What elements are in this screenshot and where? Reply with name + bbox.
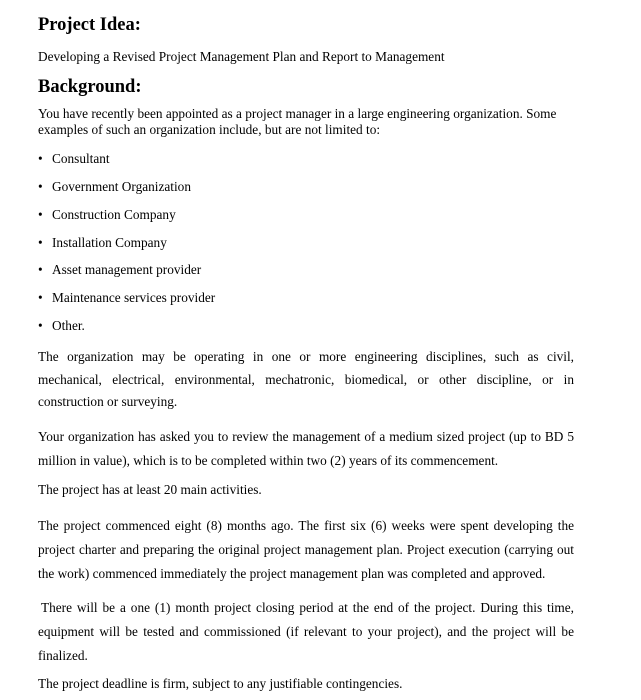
background-intro-line-2: examples of such an organization include, but are not limited to: (38, 122, 381, 137)
list-item-maintenance-services-provider (38, 290, 215, 306)
list-item-label: Other. (52, 318, 85, 333)
list-item-label: Government Organization (52, 179, 191, 194)
background-intro-line-1: You have recently been appointed as a project manager in a large engineering organization. Some (38, 106, 557, 121)
list-item-construction-company (38, 207, 176, 223)
bullet-icon: • (38, 179, 43, 194)
project-idea-heading: Project Idea: (38, 15, 141, 35)
review-paragraph: Your organization has asked you to review the management of a medium sized project (up to BD 5 million in value), which is to be completed within two (2) years of its commencement. (38, 429, 574, 468)
list-item-label: Construction Company (52, 207, 176, 222)
list-item-label: Installation Company (52, 235, 167, 250)
list-item-label: Asset management provider (52, 262, 202, 277)
disciplines-paragraph: The organization may be operating in one or more engineering disciplines, such as civil, mechanical, electrical, environmental, mechatronic, biomedical, or other discipline, or in construction or surveying. (38, 349, 574, 409)
commenced-paragraph: The project commenced eight (8) months ago. The first six (6) weeks were spent developing the project charter and preparing the original project management plan. Project execution (carrying out the work) commenced immediately the project management plan was completed and approved. (38, 518, 574, 581)
list-item-installation-company (38, 235, 167, 251)
list-item-government-organization (38, 179, 191, 195)
project-idea-text: Developing a Revised Project Management Plan and Report to Management (38, 49, 445, 64)
bullet-icon: • (38, 151, 43, 166)
list-item-label: Consultant (52, 151, 110, 166)
bullet-icon: • (38, 262, 43, 277)
closing-paragraph: There will be a one (1) month project closing period at the end of the project. During this time, equipment will be tested and commissioned (if relevant to your project), and the project will be finalized. (38, 600, 574, 663)
list-item-consultant (38, 151, 110, 167)
bullet-icon: • (38, 235, 43, 250)
list-item-other (38, 318, 85, 334)
bullet-icon: • (38, 207, 43, 222)
list-item-label: Maintenance services provider (52, 290, 216, 305)
bullet-icon: • (38, 290, 43, 305)
activities-paragraph: The project has at least 20 main activities. (38, 482, 262, 497)
list-item-asset-management-provider (38, 262, 201, 278)
deadline-paragraph: The project deadline is firm, subject to any justifiable contingencies. (38, 676, 403, 691)
background-heading: Background: (38, 77, 142, 97)
bullet-icon: • (38, 318, 43, 333)
